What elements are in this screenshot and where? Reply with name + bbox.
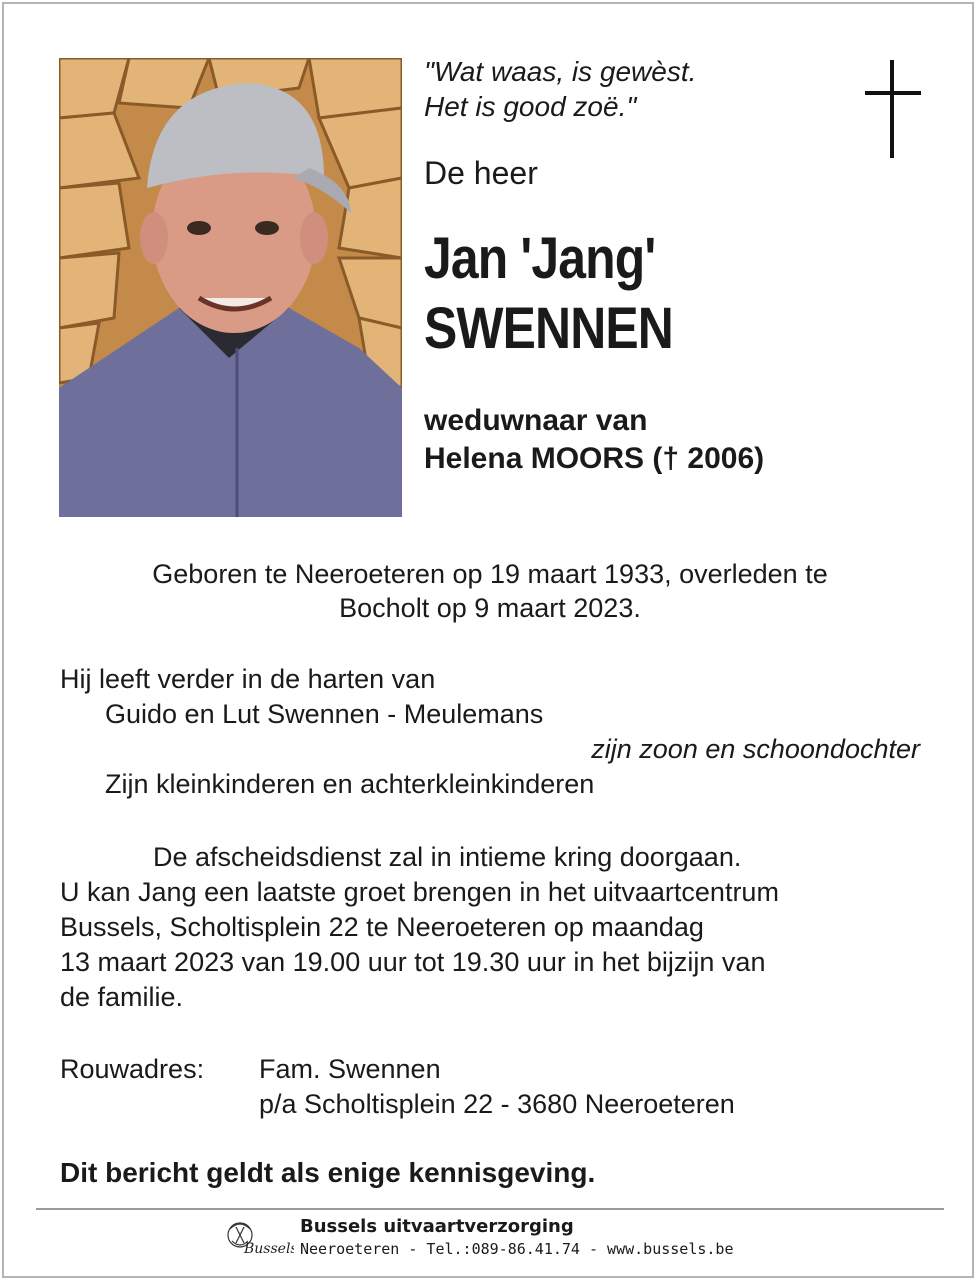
address-line-2: p/a Scholtisplein 22 - 3680 Neeroeteren	[259, 1089, 735, 1119]
footer-company: Bussels uitvaartverzorging	[300, 1216, 574, 1237]
address-line-1: Fam. Swennen	[259, 1054, 441, 1084]
family-intro: Hij leeft verder in de harten van	[60, 664, 436, 694]
ceremony-line-3: Bussels, Scholtisplein 22 te Neeroeteren op maandag	[60, 912, 704, 942]
footer-divider	[36, 1208, 944, 1210]
cross-icon	[863, 60, 923, 165]
mourning-address	[60, 1052, 735, 1122]
ceremony-line-2: U kan Jang een laatste groet brengen in het uitvaartcentrum	[60, 877, 779, 907]
spouse-line-2: Helena MOORS († 2006)	[424, 442, 765, 475]
family-relation: zijn zoon en schoondochter	[591, 734, 920, 764]
birth-line-1: Geboren te Neeroeteren op 19 maart 1933, overleden te	[152, 559, 828, 589]
deceased-name	[424, 224, 673, 364]
family-grandchildren: Zijn kleinkinderen en achterkleinkinderen	[105, 769, 595, 799]
name-line-2: SWENNEN	[424, 296, 673, 361]
birth-death-info	[60, 557, 920, 625]
notice: Dit bericht geldt als enige kennisgeving.	[60, 1157, 596, 1188]
family-son: Guido en Lut Swennen - Meulemans	[105, 699, 544, 729]
quote-line-1: "Wat waas, is gewèst.	[424, 56, 697, 87]
spouse-line-1: weduwnaar van	[424, 404, 648, 437]
ceremony-info	[60, 840, 920, 1015]
address-label: Rouwadres:	[60, 1054, 205, 1084]
name-line-1: Jan 'Jang'	[424, 226, 656, 291]
bussels-logo	[222, 1217, 294, 1264]
family-section	[60, 662, 920, 802]
logo-text: Bussels	[244, 1241, 294, 1257]
ceremony-line-4: 13 maart 2023 van 19.00 uur tot 19.30 uur in het bijzijn van	[60, 947, 766, 977]
quote-line-2: Het is good zoë."	[424, 91, 637, 122]
ceremony-line-1: De afscheidsdienst zal in intieme kring doorgaan.	[153, 842, 742, 872]
birth-line-2: Bocholt op 9 maart 2023.	[339, 593, 641, 623]
salutation: De heer	[424, 155, 538, 191]
portrait-photo	[59, 58, 402, 517]
spouse-info	[424, 402, 764, 478]
ceremony-line-5: de familie.	[60, 982, 184, 1012]
memorial-quote	[424, 54, 696, 124]
footer-details: Neeroeteren - Tel.:089-86.41.74 - www.bussels.be	[300, 1240, 734, 1258]
